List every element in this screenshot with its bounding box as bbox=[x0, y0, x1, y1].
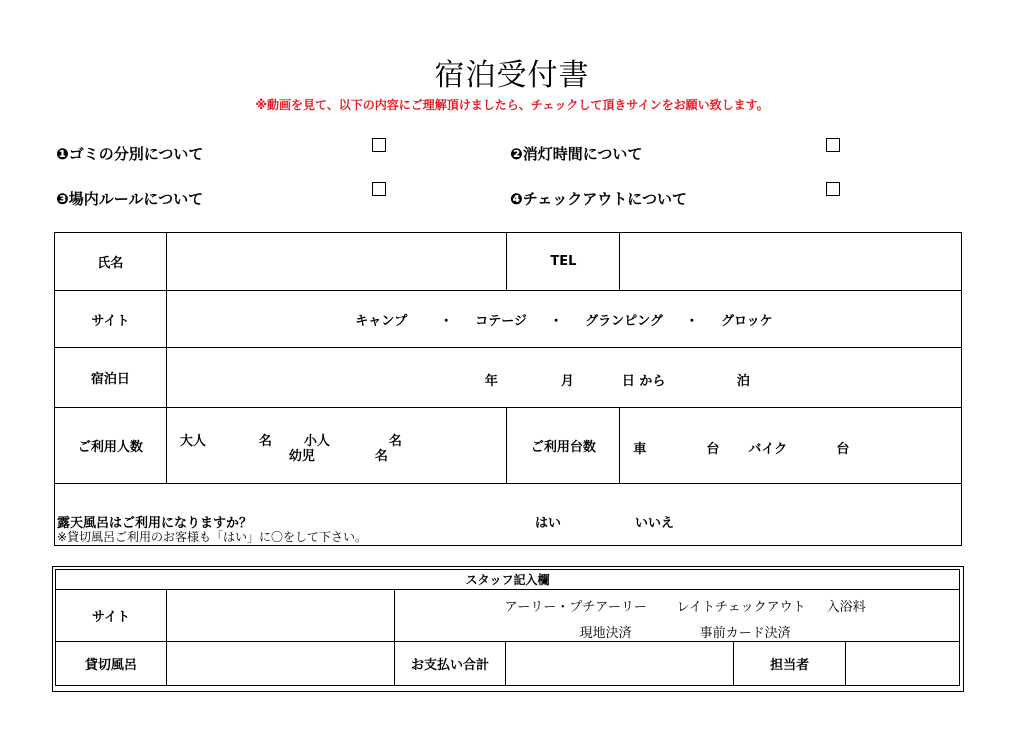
early-option[interactable]: アーリー・プチアーリー bbox=[504, 600, 647, 615]
date-nights: 泊 bbox=[736, 374, 750, 389]
staff-site-row bbox=[56, 590, 960, 642]
site-option-glamping[interactable]: グランピング bbox=[585, 313, 663, 329]
checkbox-lights-out[interactable] bbox=[826, 138, 840, 152]
staff-payment-row bbox=[56, 642, 960, 686]
check-label-site-rules: ❸場内ルールについて bbox=[56, 190, 204, 208]
site-option-glocke[interactable]: グロッケ bbox=[720, 313, 773, 329]
people-field[interactable] bbox=[166, 408, 507, 484]
bath-no-option[interactable]: いいえ bbox=[635, 516, 675, 531]
date-field[interactable] bbox=[166, 348, 961, 408]
child-label: 小人 bbox=[303, 434, 330, 449]
private-bath-label: 貸切風呂 bbox=[56, 642, 167, 686]
infant-unit: 名 bbox=[374, 449, 388, 464]
vehicles-field[interactable] bbox=[620, 408, 962, 484]
staff-site-label: サイト bbox=[56, 590, 167, 642]
total-field[interactable] bbox=[506, 642, 734, 686]
checkbox-garbage[interactable] bbox=[372, 138, 386, 152]
child-unit: 名 bbox=[388, 434, 402, 449]
date-year: 年 bbox=[484, 374, 498, 389]
staff-header: スタッフ記入欄 bbox=[56, 570, 960, 590]
date-label: 宿泊日 bbox=[55, 348, 167, 408]
check-label-lights-out: ❷消灯時間について bbox=[510, 145, 643, 163]
bike-label: バイク bbox=[748, 442, 788, 457]
site-option-cottage[interactable]: コテージ bbox=[475, 313, 528, 329]
name-label: 氏名 bbox=[55, 233, 167, 291]
site-separator: ・ bbox=[549, 313, 563, 329]
bike-unit: 台 bbox=[836, 442, 850, 457]
checkbox-checkout[interactable] bbox=[826, 182, 840, 196]
name-field[interactable] bbox=[166, 233, 507, 291]
bath-note: ※貸切風呂ご利用のお客様も「はい」に〇をして下さい。 bbox=[57, 530, 368, 544]
site-options[interactable] bbox=[166, 291, 961, 348]
date-day-from: 日 から bbox=[621, 374, 666, 389]
checkbox-site-rules[interactable] bbox=[372, 182, 386, 196]
check-label-checkout: ❹チェックアウトについて bbox=[510, 190, 687, 208]
site-separator: ・ bbox=[439, 313, 453, 329]
late-checkout-option[interactable]: レイトチェックアウト bbox=[676, 600, 806, 615]
staff-header-row bbox=[56, 570, 960, 590]
pay-card-option[interactable]: 事前カード決済 bbox=[699, 626, 791, 641]
site-label: サイト bbox=[55, 291, 167, 348]
private-bath-field[interactable] bbox=[166, 642, 394, 686]
row-site bbox=[55, 291, 962, 348]
car-unit: 台 bbox=[706, 442, 720, 457]
staff-table bbox=[55, 569, 960, 686]
site-option-camp[interactable]: キャンプ bbox=[355, 313, 408, 329]
car-label: 車 bbox=[633, 442, 647, 457]
people-label: ご利用人数 bbox=[55, 408, 167, 484]
bath-question-cell bbox=[55, 484, 962, 546]
row-people bbox=[55, 408, 962, 484]
bath-fee-option[interactable]: 入浴料 bbox=[826, 600, 866, 615]
adult-unit: 名 bbox=[258, 434, 272, 449]
guest-form-table bbox=[54, 232, 962, 546]
staff-site-field[interactable] bbox=[166, 590, 394, 642]
site-separator: ・ bbox=[685, 313, 699, 329]
notice-text: ※動画を見て、以下の内容にご理解頂けましたら、チェックして頂きサインをお願い致します。 bbox=[255, 98, 769, 112]
page-title: 宿泊受付書 bbox=[434, 58, 590, 93]
vehicles-label: ご利用台数 bbox=[507, 408, 620, 484]
bath-question: 露天風呂はご利用になりますか？ bbox=[57, 516, 253, 531]
row-date bbox=[55, 348, 962, 408]
check-label-garbage: ❶ゴミの分別について bbox=[56, 145, 204, 163]
pay-onsite-option[interactable]: 現地決済 bbox=[579, 626, 632, 641]
total-label: お支払い合計 bbox=[394, 642, 506, 686]
infant-label: 幼児 bbox=[288, 449, 315, 464]
staff-options-cell bbox=[394, 590, 959, 642]
bath-yes-option[interactable]: はい bbox=[535, 516, 562, 531]
adult-label: 大人 bbox=[179, 434, 206, 449]
tel-label: TEL bbox=[507, 233, 620, 291]
date-month: 月 bbox=[560, 374, 574, 389]
staff-person-label: 担当者 bbox=[734, 642, 846, 686]
staff-person-field[interactable] bbox=[846, 642, 960, 686]
tel-field[interactable] bbox=[620, 233, 962, 291]
row-bath bbox=[55, 484, 962, 546]
row-name bbox=[55, 233, 962, 291]
